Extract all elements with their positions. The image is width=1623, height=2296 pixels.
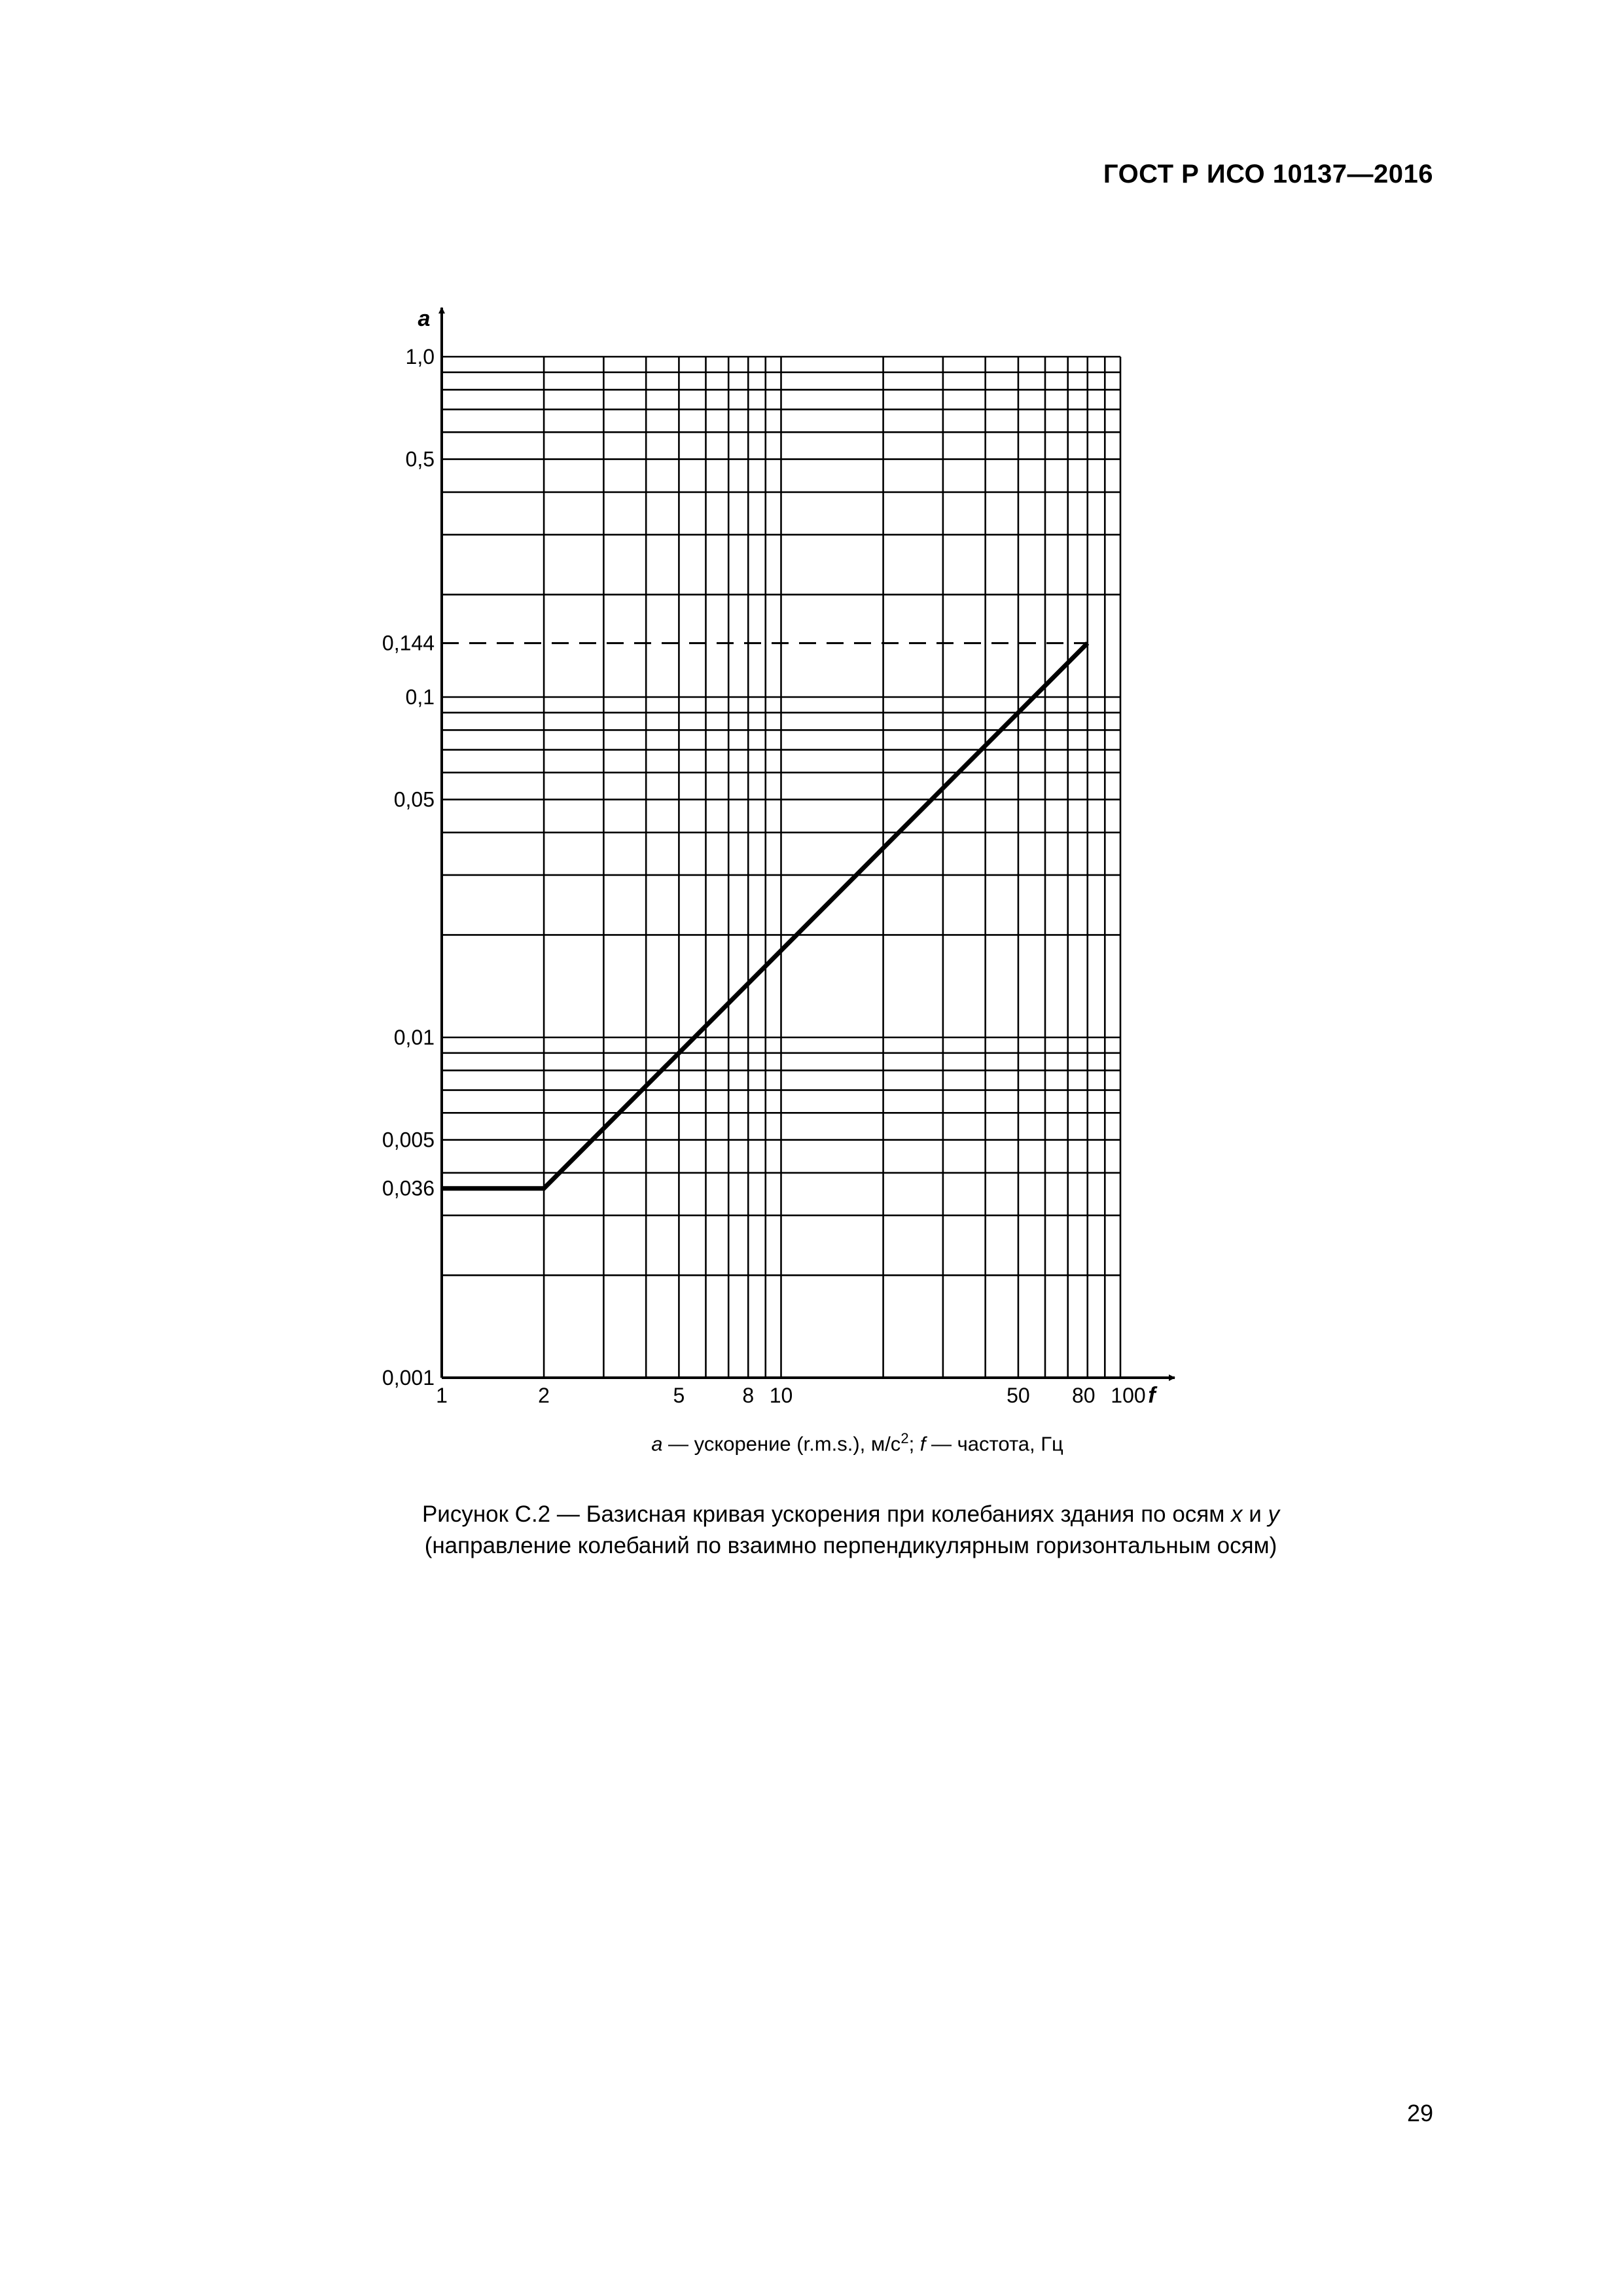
chart-tick-labels — [382, 306, 1158, 1408]
chart-grid — [442, 357, 1120, 1378]
legend-a-sup: 2 — [901, 1430, 909, 1446]
legend-a-text: — ускорение (r.m.s.), м/с — [662, 1432, 901, 1456]
legend-f-symbol: f — [919, 1432, 926, 1456]
x-tick-label: 2 — [538, 1384, 550, 1407]
y-tick-label: 0,05 — [393, 787, 435, 812]
caption-y: y — [1268, 1501, 1280, 1527]
y-tick-label: 0,005 — [382, 1128, 435, 1152]
caption-line-2: (направление колебаний по взаимно перпендикулярным горизонтальным осям) — [424, 1533, 1277, 1558]
acceleration-curve — [442, 643, 1088, 1189]
y-tick-label: 0,01 — [393, 1026, 435, 1049]
y-tick-label: 0,5 — [405, 447, 435, 471]
legend-f-text: — частота, Гц — [925, 1432, 1063, 1456]
page-number: 29 — [1406, 2100, 1433, 2126]
chart-legend — [0, 1430, 1623, 1456]
figure-caption — [0, 1499, 1623, 1562]
y-tick-label: 0,036 — [382, 1176, 435, 1200]
chart-series — [442, 643, 1088, 1189]
y-axis-label: a — [418, 306, 431, 331]
x-tick-label: 1 — [436, 1384, 448, 1407]
caption-line1-text: Рисунок С.2 — Базисная кривая ускорения при колебаниях здания по осям — [421, 1501, 1232, 1527]
y-tick-label: 1,0 — [405, 345, 435, 368]
legend-a-symbol: a — [651, 1432, 663, 1456]
x-tick-label: 100 — [1111, 1384, 1146, 1407]
x-tick-label: 50 — [1007, 1384, 1030, 1407]
x-axis-label: f — [1148, 1383, 1156, 1408]
caption-x: x — [1231, 1501, 1243, 1527]
legend-separator: ; — [908, 1432, 920, 1456]
x-tick-label: 8 — [742, 1384, 755, 1407]
y-tick-label: 0,1 — [405, 685, 435, 709]
caption-line-1 — [79, 1499, 1623, 1530]
y-tick-label: 0,144 — [382, 631, 435, 655]
chart-axes — [442, 308, 1175, 1378]
y-tick-label: 0,001 — [382, 1366, 435, 1390]
caption-and: и — [1242, 1501, 1268, 1527]
document-header: ГОСТ Р ИСО 10137—2016 — [1103, 160, 1433, 188]
x-tick-label: 80 — [1071, 1384, 1096, 1407]
x-tick-label: 10 — [769, 1384, 793, 1407]
x-tick-label: 5 — [673, 1384, 685, 1407]
